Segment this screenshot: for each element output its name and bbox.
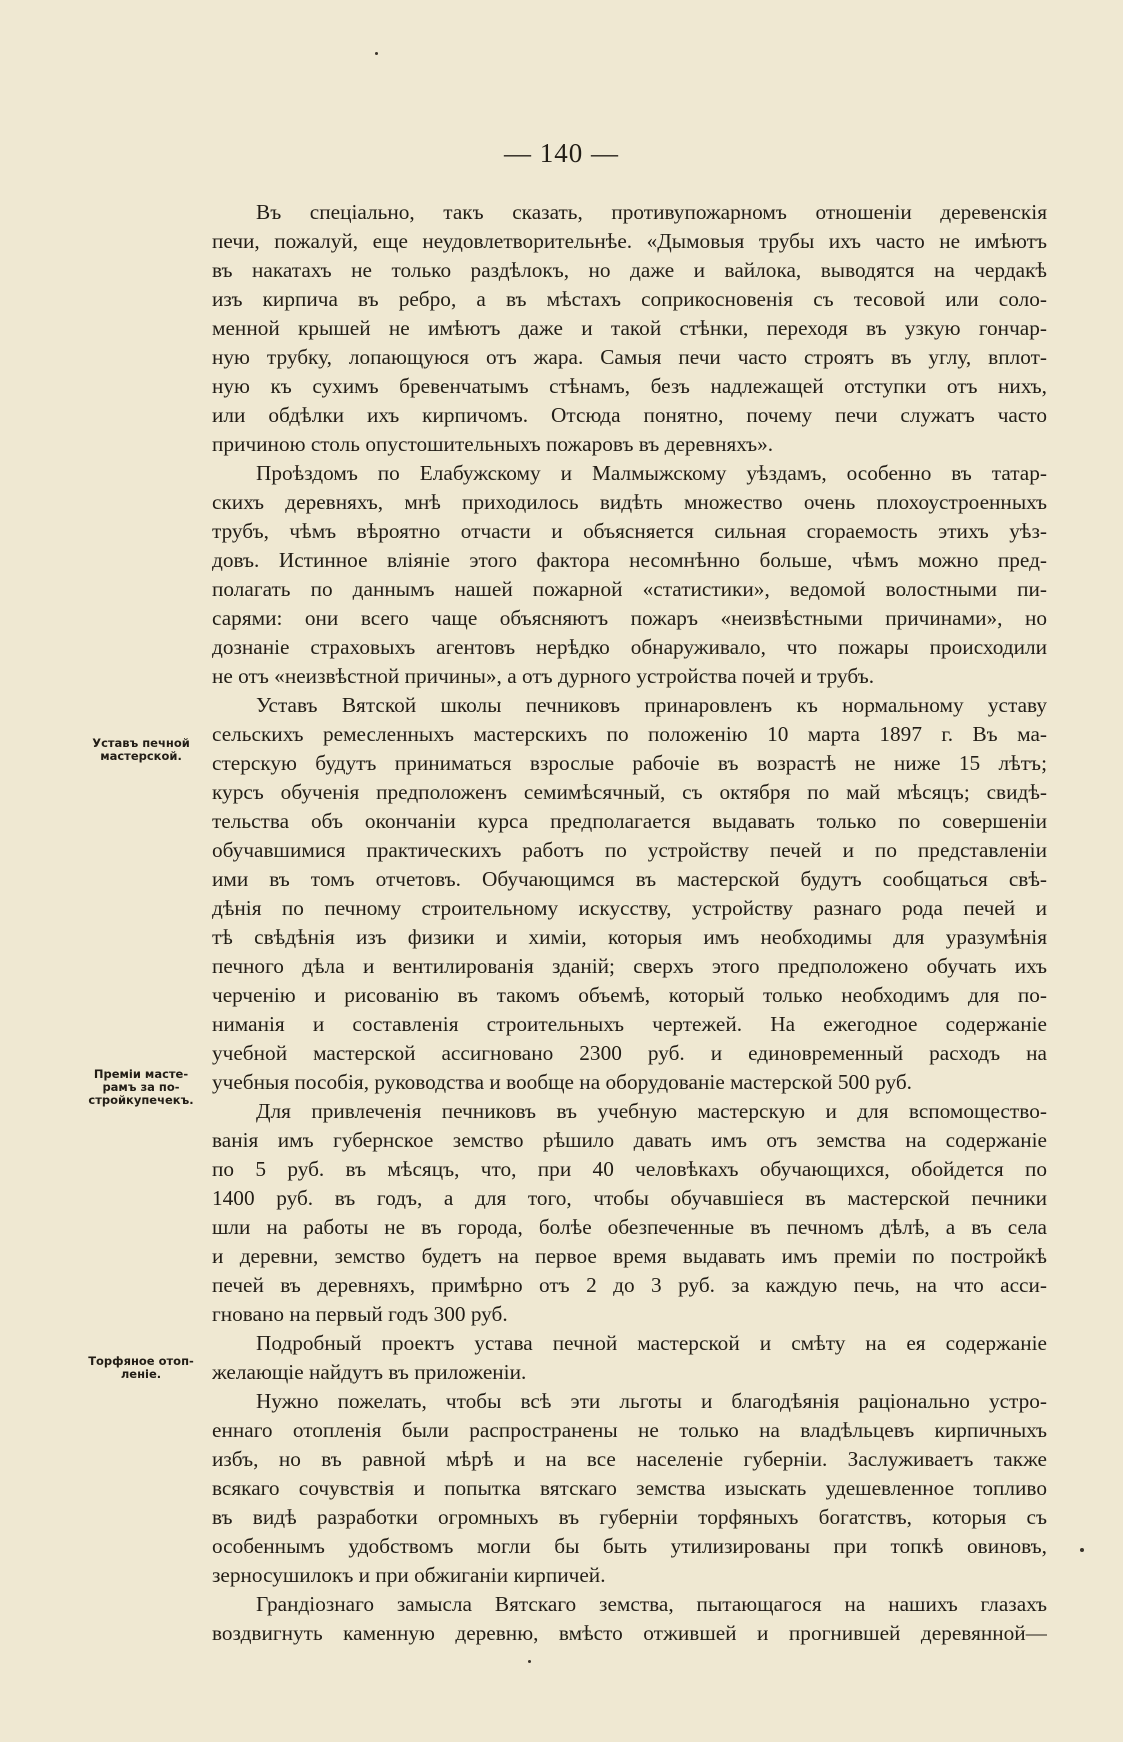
text-line: всякаго сочувствія и попытка вятскаго земства изыскать удешевленное топливо <box>212 1476 1047 1500</box>
text-line: сельскихъ ремесленныхъ мастерскихъ по положенію 10 марта 1897 г. Въ ма- <box>212 722 1047 746</box>
text-line: дѣнія по печному строительному искусству, устройству разнаго рода печей и <box>212 896 1047 920</box>
text-line: Для привлеченія печниковъ въ учебную мастерскую и для вспомоществo- <box>256 1099 1047 1123</box>
margin-note-line: рамъ за по- <box>102 1080 180 1094</box>
text-line: ими въ томъ отчетовъ. Обучающимся въ мастерской будутъ сообщаться свѣ- <box>212 867 1047 891</box>
margin-note-workshop-charter <box>70 737 212 763</box>
text-line: черченію и рисованію въ такомъ объемѣ, который только необходимъ для по- <box>212 983 1047 1007</box>
text-line: сарями: они всего чаще объясняютъ пожаръ «неизвѣстными причинами», но <box>212 606 1047 630</box>
text-line: тѣ свѣдѣнія изъ физики и химіи, которыя имъ необходимы для уразумѣнія <box>212 925 1047 949</box>
body-text <box>212 198 1047 1648</box>
margin-note-master-premiums <box>70 1068 212 1107</box>
text-line: избъ, но въ равной мѣрѣ и на все населеніе губерніи. Заслуживаетъ также <box>212 1447 1047 1471</box>
margin-note-line: мастерской. <box>100 749 182 763</box>
text-line: стерскую будутъ приниматься взрослые рабочіе въ возрастѣ не ниже 15 лѣтъ; <box>212 751 1047 775</box>
text-line: ниманія и составленія строительныхъ чертежей. На ежегодное содержаніе <box>212 1012 1047 1036</box>
margin-note-line: леніе. <box>120 1367 162 1381</box>
text-line: Нужно пожелать, чтобы всѣ эти льготы и благодѣянія раціонально устро- <box>256 1389 1047 1413</box>
text-line: Подробный проектъ устава печной мастерской и смѣту на ея содержаніе <box>256 1331 1047 1355</box>
page-number: — 140 — <box>504 138 619 168</box>
text-line: довъ. Истинное вліяніе этого фактора несомнѣнно больше, чѣмъ можно пред- <box>212 548 1047 572</box>
text-line: не отъ «неизвѣстной причины», а отъ дурного устройства почей и трубъ. <box>212 664 875 688</box>
text-line: трубъ, чѣмъ вѣроятно отчасти и объясняется сильная сгораемость этихъ уѣз- <box>212 519 1047 543</box>
text-line: курсъ обученія предположенъ семимѣсячный, съ октября по май мѣсяцъ; свидѣ- <box>212 780 1047 804</box>
text-line: ную къ сухимъ бревенчатымъ стѣнамъ, безъ надлежащей отступки отъ нихъ, <box>212 374 1047 398</box>
text-line: печей въ деревняхъ, примѣрно отъ 2 до 3 руб. за каждую печь, на что асси- <box>212 1273 1047 1297</box>
text-line: ванія имъ губернское земство рѣшило давать имъ отъ земства на содержаніе <box>212 1128 1047 1152</box>
text-line: Въ спеціально, такъ сказать, противупожарномъ отношеніи деревенскія <box>256 200 1047 224</box>
text-line: причиною столь опустошительныхъ пожаровъ въ деревняхъ». <box>212 432 774 456</box>
text-line: изъ кирпича въ ребро, а въ мѣстахъ соприкосновенія съ тесовой или соло- <box>212 287 1047 311</box>
text-line: Уставъ Вятской школы печниковъ принаровленъ къ нормальному уставу <box>256 693 1047 717</box>
text-line: печного дѣла и вентилированія зданій; сверхъ этого предположено обучать ихъ <box>212 954 1047 978</box>
print-speck <box>528 1660 531 1663</box>
margin-note-peat-heating <box>70 1355 212 1381</box>
text-line: еннаго отопленія были распространены не только на владѣльцевъ кирпичныхъ <box>212 1418 1047 1442</box>
text-line: учебной мастерской ассигновано 2300 руб. и единовременный расходъ на <box>212 1041 1047 1065</box>
text-line: Проѣздомъ по Елабужскому и Малмыжскому уѣздамъ, особенно въ татар- <box>256 461 1047 485</box>
text-line: зерносушилокъ и при обжиганіи кирпичей. <box>212 1563 606 1587</box>
text-line: печи, пожалуй, еще неудовлетворительнѣе. «Дымовыя трубы ихъ часто не имѣютъ <box>212 229 1047 253</box>
text-line: желающіе найдутъ въ приложеніи. <box>212 1360 527 1384</box>
margin-note-line: стройкупечекъ. <box>88 1093 194 1107</box>
text-line: 1400 руб. въ годъ, а для того, чтобы обучавшіеся въ мастерской печники <box>212 1186 1047 1210</box>
text-line: гновано на первый годъ 300 руб. <box>212 1302 508 1326</box>
text-line: по 5 руб. въ мѣсяцъ, что, при 40 человѣкахъ обучающихся, обойдется по <box>212 1157 1047 1181</box>
text-line: и деревни, земство будетъ на первое время выдавать имъ преміи по постройкѣ <box>212 1244 1047 1268</box>
text-line: въ накатахъ не только раздѣлокъ, но даже и вайлока, выводятся на чердакѣ <box>212 258 1047 282</box>
text-line: дознаніе страховыхъ агентовъ нерѣдко обнаруживало, что пожары происходили <box>212 635 1047 659</box>
margin-note-line: Торфяное отоп- <box>88 1354 194 1368</box>
text-line: въ видѣ разработки огромныхъ въ губерніи торфяныхъ богатствъ, которыя съ <box>212 1505 1047 1529</box>
text-line: обучавшимися практическихъ работъ по устройству печей и по представленіи <box>212 838 1047 862</box>
text-line: тельства объ окончаніи курса предполагается выдавать только по совершеніи <box>212 809 1047 833</box>
print-speck <box>1080 1548 1084 1552</box>
text-line: менной крышей не имѣютъ даже и такой стѣнки, переходя въ узкую гончар- <box>212 316 1047 340</box>
text-line: учебныя пособія, руководства и вообще на оборудованіе мастерской 500 руб. <box>212 1070 912 1094</box>
margin-note-line: Преміи масте- <box>93 1067 189 1081</box>
text-line: полагать по даннымъ нашей пожарной «статистики», ведомой волостными пи- <box>212 577 1047 601</box>
text-line: ную трубку, лопающуюся отъ жара. Самыя печи часто строятъ въ углу, вплот- <box>212 345 1047 369</box>
text-line: особеннымъ удобствомъ могли бы быть утилизированы при топкѣ овиновъ, <box>212 1534 1047 1558</box>
text-line: шли на работы не въ города, болѣе обезпеченные въ печномъ дѣлѣ, а въ села <box>212 1215 1047 1239</box>
print-speck <box>375 52 378 55</box>
text-line: скихъ деревняхъ, мнѣ приходилось видѣть множество очень плохоустроенныхъ <box>212 490 1047 514</box>
text-line: Грандіознаго замысла Вятскаго земства, пытающагося на нашихъ глазахъ <box>256 1592 1047 1616</box>
text-line: воздвигнуть каменную деревню, вмѣсто отжившей и прогнившей деревянной— <box>212 1621 1047 1645</box>
text-line: или обдѣлки ихъ кирпичомъ. Отсюда понятно, почему печи служатъ часто <box>212 403 1047 427</box>
margin-note-line: Уставъ печной <box>92 736 190 750</box>
